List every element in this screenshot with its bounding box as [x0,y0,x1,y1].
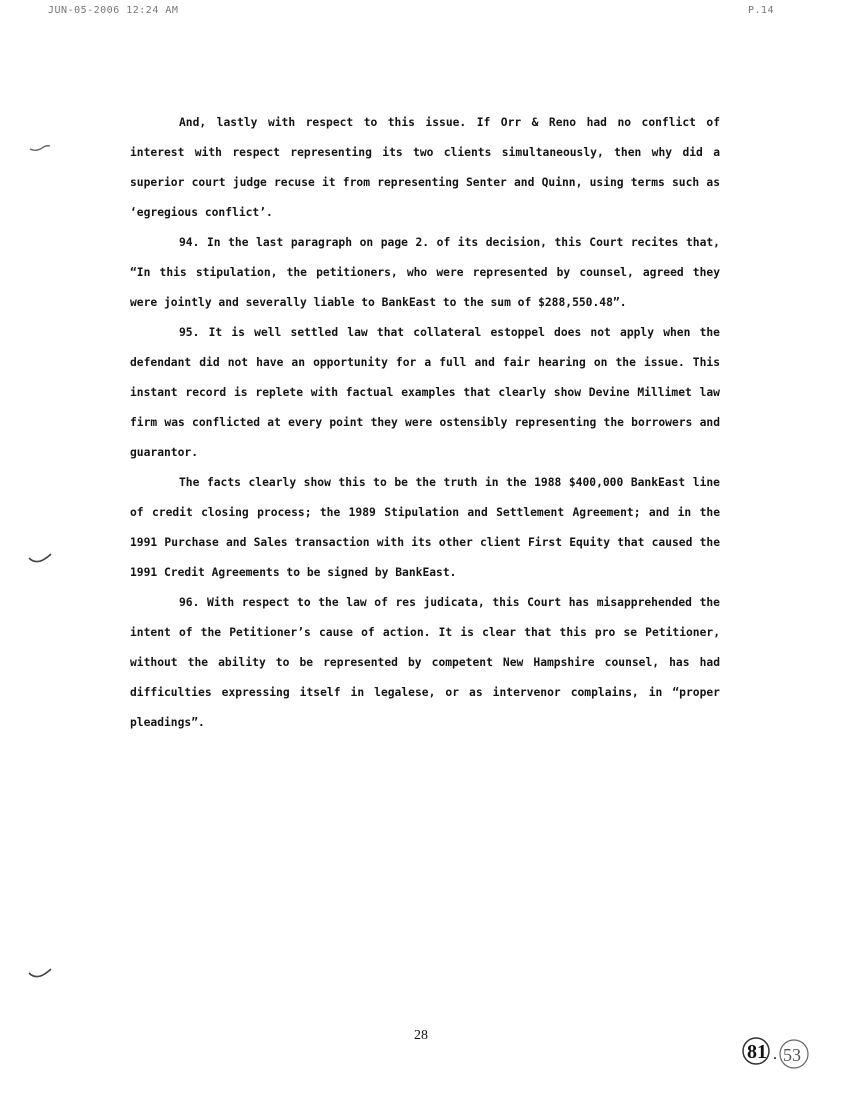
paragraph-facts: The facts clearly show this to be the truth in the 1988 $400,000 BankEast line of credit closing process; the 1989 Stipulation and Settlement Agreement; and in the 1991 Purchase and Sales transaction with its other client First Equity that caused the 1991 Credit Agreements to be signed by BankEast. [130,476,720,579]
page-number: 28 [414,1028,428,1043]
paragraph-95: 95. It is well settled law that collateral estoppel does not apply when the defendant did not have an opportunity for a full and fair hearing on the issue. This instant record is replete with factual examples that clearly show Devine Millimet law firm was conflicted at every point they were ostensibly representing the borrowers and guarantor. [130,326,720,459]
margin-mark [26,965,54,981]
paragraph-lastly: And, lastly with respect to this issue. If Orr & Reno had no conflict of interest with respect representing its two clients simultaneously, then why did a superior court judge recuse it from representing Senter and Quinn, using terms such as ‘egregious conflict’. [130,116,720,219]
document-body [130,108,720,738]
fax-header-timestamp: JUN-05-2006 12:24 AM [48,5,179,16]
svg-text:53: 53 [783,1045,801,1065]
margin-mark [26,140,54,156]
fax-header-page: P.14 [748,5,775,16]
handwritten-stamp [726,1030,818,1076]
paragraph-94: 94. In the last paragraph on page 2. of its decision, this Court recites that, “In this stipulation, the petitioners, who were represented by counsel, agreed they were jointly and severally liable to BankEast to the sum of $288,550.48”. [130,236,720,309]
svg-text:.: . [773,1046,777,1063]
paragraph-96: 96. With respect to the law of res judicata, this Court has misapprehended the intent of the Petitioner’s cause of action. It is clear that this pro se Petitioner, without the ability to be represented by competent New Hampshire counsel, has had difficulties expressing itself in legalese, or as intervenor complains, in “proper pleadings”. [130,596,720,729]
margin-mark [26,550,54,566]
svg-text:81: 81 [747,1041,767,1063]
